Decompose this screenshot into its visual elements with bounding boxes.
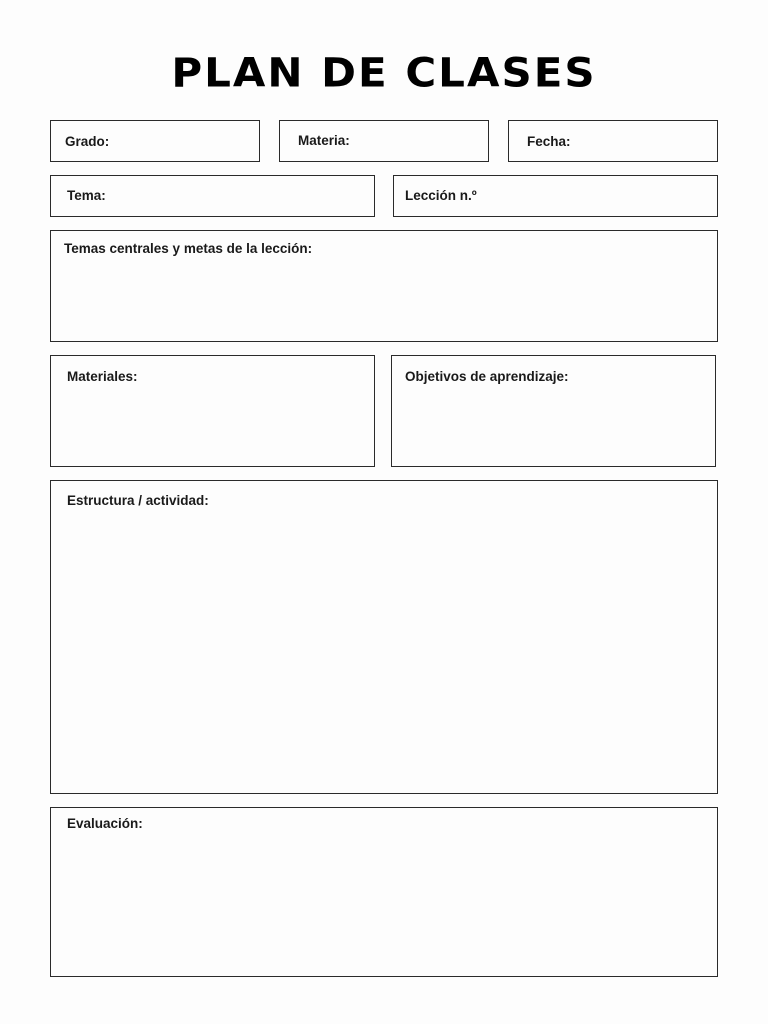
page-title: PLAN DE CLASES xyxy=(171,49,597,96)
tema-label: Tema: xyxy=(67,188,106,203)
evaluacion-label: Evaluación: xyxy=(67,816,143,831)
objetivos-label: Objetivos de aprendizaje: xyxy=(405,369,569,384)
temas-centrales-label: Temas centrales y metas de la lección: xyxy=(64,241,313,256)
materiales-box[interactable] xyxy=(50,355,375,467)
temas-centrales-box[interactable] xyxy=(50,230,718,342)
leccion-box[interactable] xyxy=(393,175,718,217)
grado-label: Grado: xyxy=(65,134,110,149)
evaluacion-box[interactable] xyxy=(50,807,718,977)
grado-box[interactable] xyxy=(50,120,260,162)
objetivos-box[interactable] xyxy=(391,355,716,467)
materia-box[interactable] xyxy=(279,120,489,162)
materia-label: Materia: xyxy=(298,133,350,148)
estructura-label: Estructura / actividad: xyxy=(67,493,209,508)
tema-box[interactable] xyxy=(50,175,375,217)
leccion-label: Lección n.º xyxy=(405,188,477,203)
fecha-label: Fecha: xyxy=(527,134,571,149)
estructura-box[interactable] xyxy=(50,480,718,794)
materiales-label: Materiales: xyxy=(67,369,138,384)
fecha-box[interactable] xyxy=(508,120,718,162)
